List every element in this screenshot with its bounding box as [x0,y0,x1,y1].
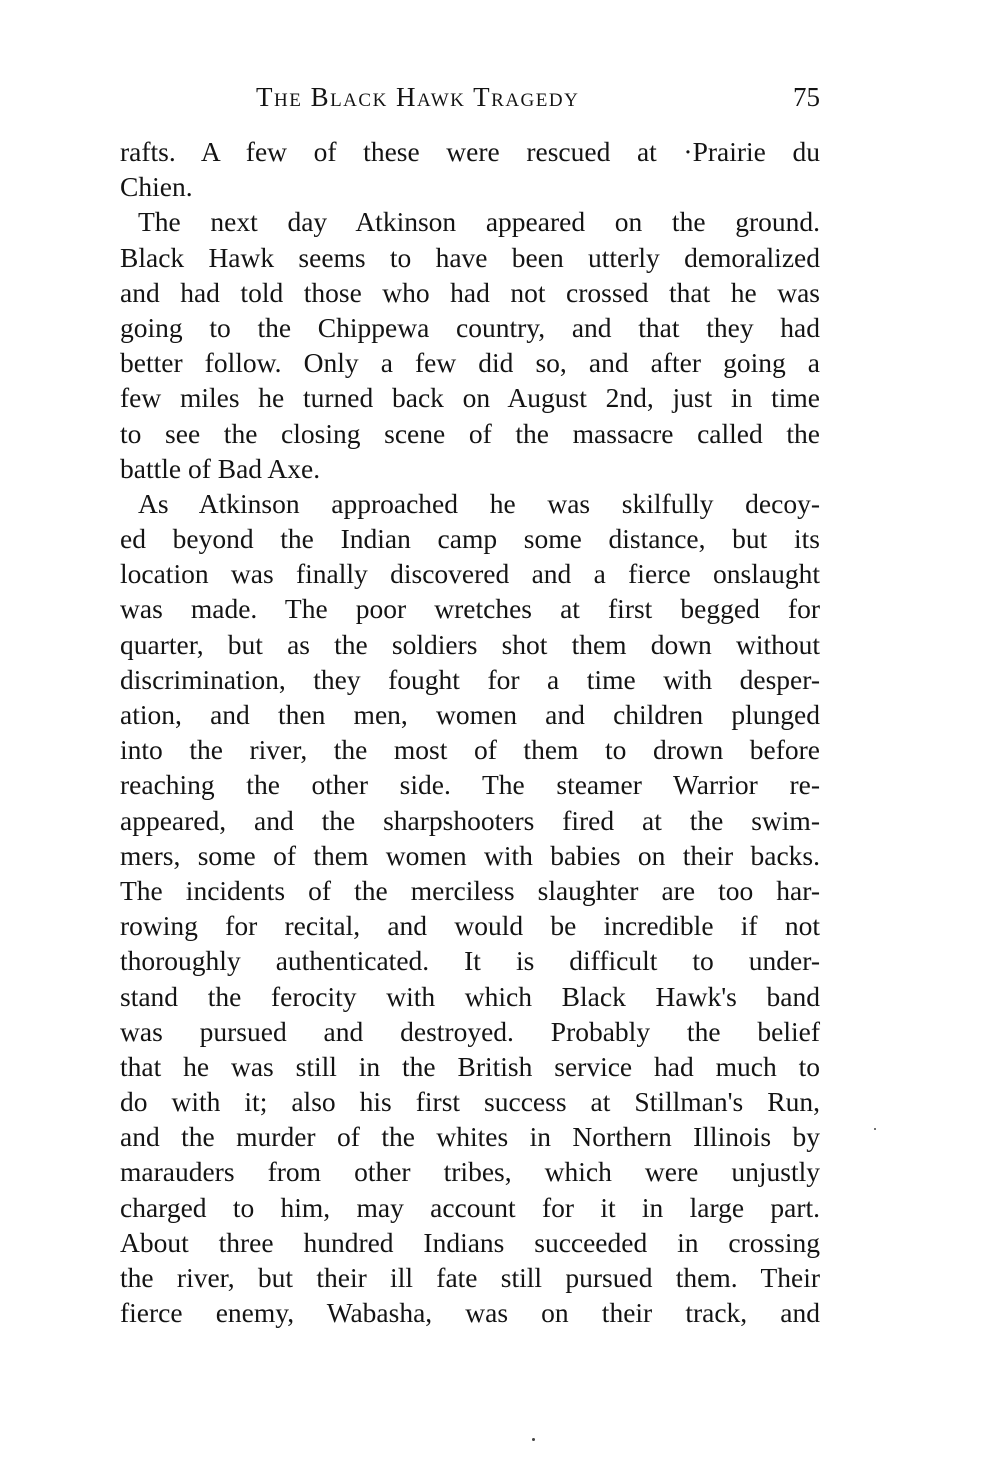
text-line: rafts. A few of these were rescued at ·Prairie du [120,136,820,167]
text-line: rowing for recital, and would be incredible if not [120,910,820,942]
text-line: charged to him, may account for it in large part. [120,1191,820,1223]
text-line: the river, but their ill fate still pursued them. Their [120,1262,820,1293]
text-line: was made. The poor wretches at first begged for [120,593,820,625]
text-line: and had told those who had not crossed that he was [120,276,820,308]
text-line: reaching the other side. The steamer Warrior re- [120,769,820,801]
text-line: stand the ferocity with which Black Hawk's band [120,980,820,1012]
text-line: quarter, but as the soldiers shot them down without [120,628,820,660]
running-title: The Black Hawk Tragedy [256,82,580,112]
text-line: The incidents of the merciless slaughter are too har- [120,874,820,906]
running-head [120,82,820,122]
text-line: location was finally discovered and a fierce onslaught [120,558,820,590]
text-line: ed beyond the Indian camp some distance, but its [120,523,820,555]
text-line: that he was still in the British service had much to [120,1050,820,1082]
text-line: ation, and then men, women and children plunged [120,699,820,730]
body-text [120,134,820,1330]
text-line: fierce enemy, Wabasha, was on their track, and [120,1297,820,1329]
text-line: About three hundred Indians succeeded in crossing [120,1226,820,1258]
text-line: few miles he turned back on August 2nd, just in time [120,382,820,414]
text-line: appeared, and the sharpshooters fired at the swim- [120,804,820,836]
text-line: Chien. [120,171,193,203]
scan-speck [532,1438,535,1441]
text-line: discrimination, they fought for a time with desper- [120,663,820,695]
text-line: marauders from other tribes, which were unjustly [120,1156,820,1188]
text-line: to see the closing scene of the massacre called the [120,417,820,449]
text-line: Black Hawk seems to have been utterly demoralized [120,241,820,273]
paragraph-first-line: The next day Atkinson appeared on the ground. [138,206,820,238]
page-number: 75 [793,82,820,112]
text-line: going to the Chippewa country, and that they had [120,311,820,343]
scan-speck [874,1128,876,1130]
text-line: into the river, the most of them to drown before [120,734,820,766]
text-line: better follow. Only a few did so, and after going a [120,347,820,379]
text-line: was pursued and destroyed. Probably the belief [120,1015,820,1047]
text-line: and the murder of the whites in Northern Illinois by [120,1121,820,1153]
text-line: do with it; also his first success at Stillman's Run, [120,1086,820,1118]
text-line: mers, some of them women with babies on their backs. [120,839,820,871]
paragraph-first-line: As Atkinson approached he was skilfully decoy- [138,487,820,519]
text-line: thoroughly authenticated. It is difficult to under- [120,945,820,977]
text-line: battle of Bad Axe. [120,452,321,484]
